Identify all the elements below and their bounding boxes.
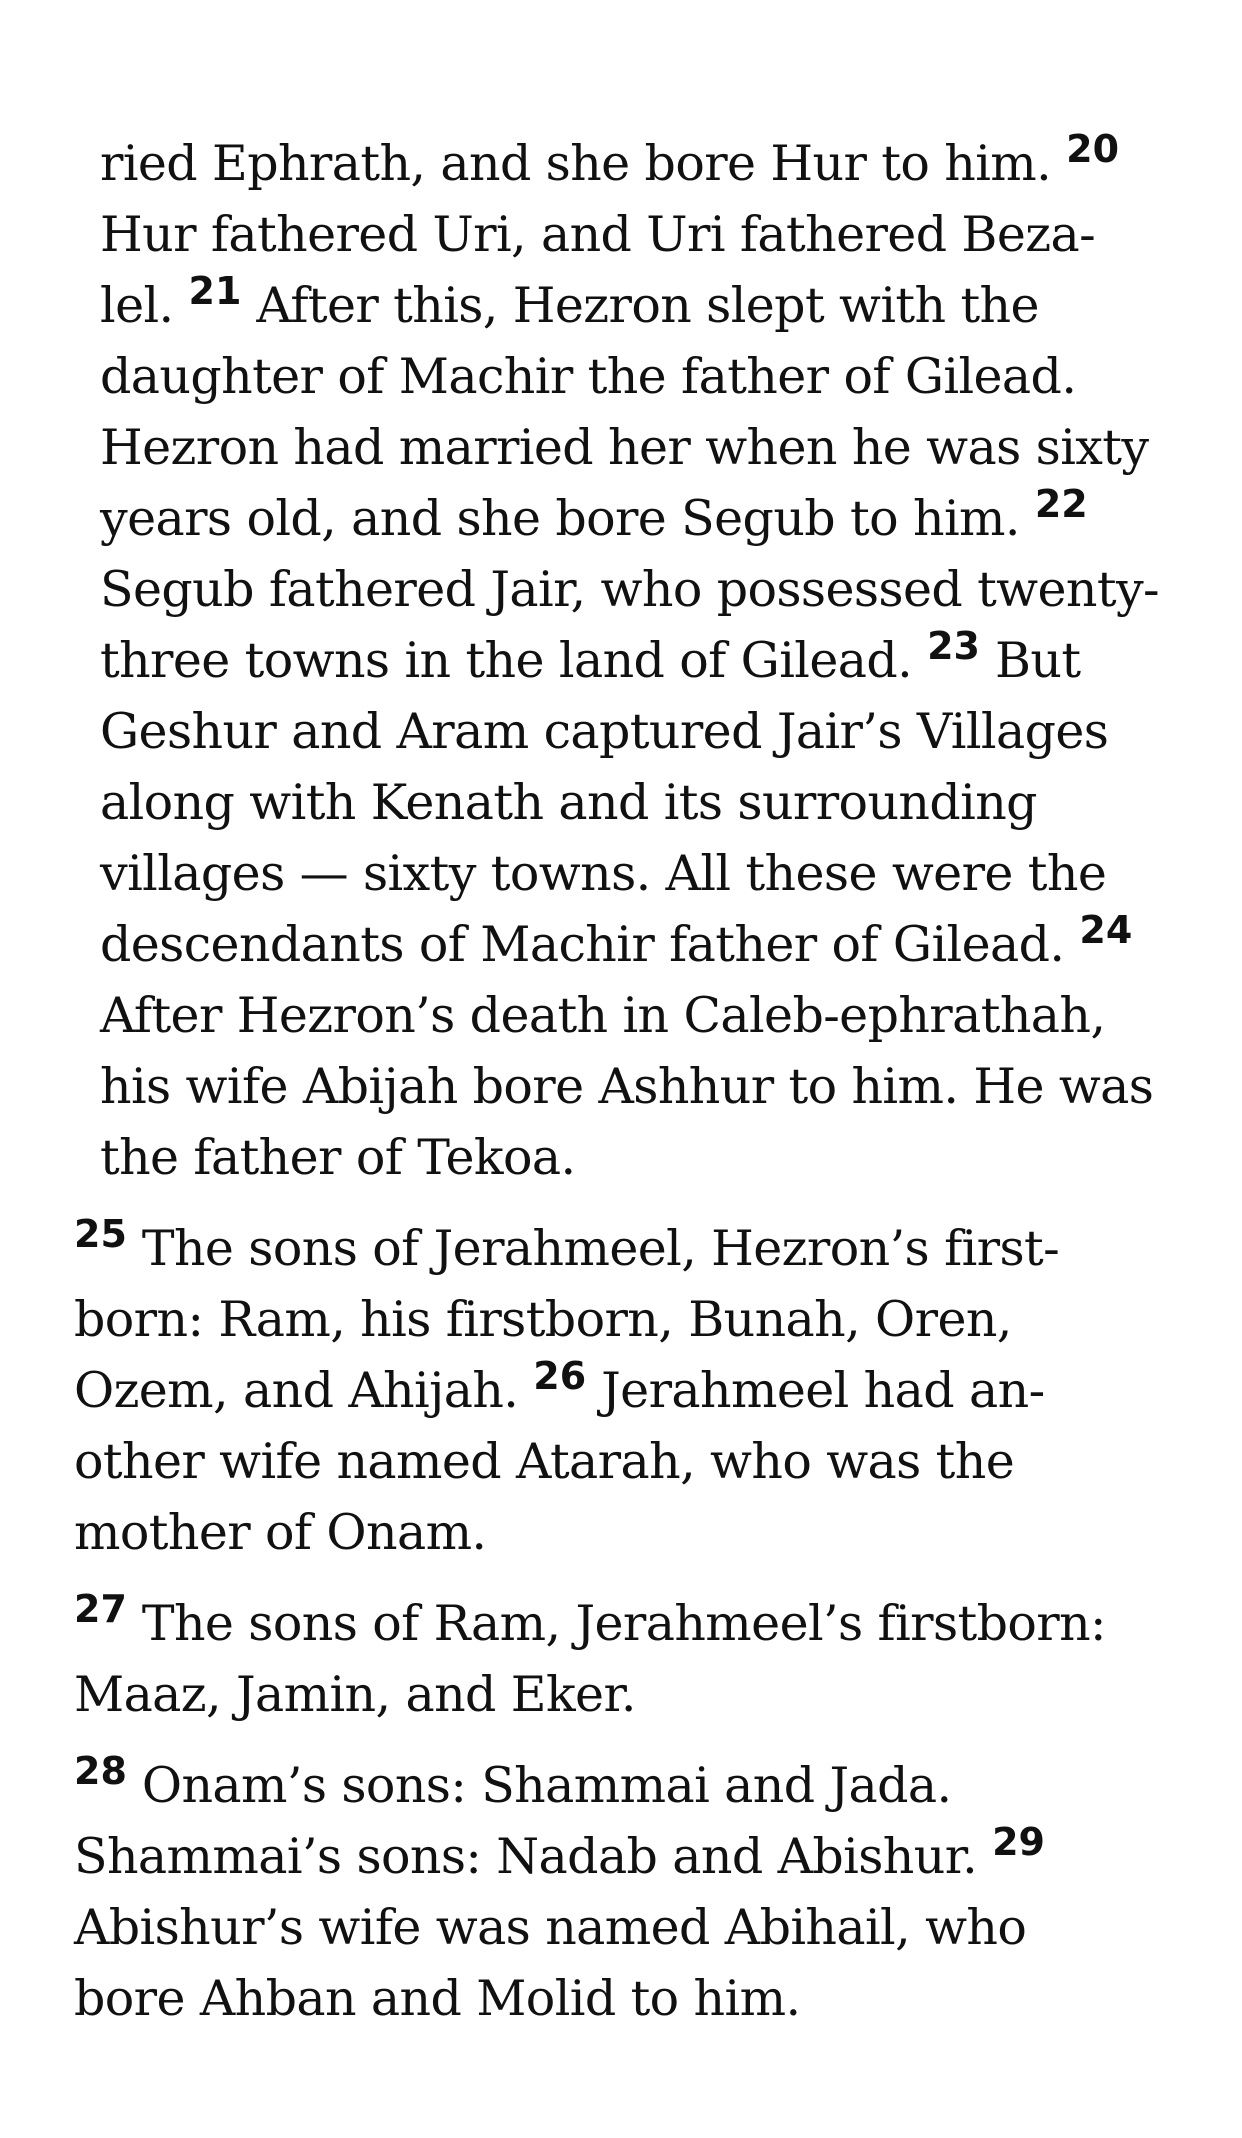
verse-number-25: 25: [74, 1212, 127, 1256]
text-line: [74, 1750, 951, 1825]
line-text: But: [994, 632, 1081, 689]
text-line: [100, 1122, 576, 1194]
text-line: [100, 270, 1039, 345]
line-text: Hur fathered Uri, and Uri fathered Beza-: [100, 206, 1096, 263]
line-text: his wife Abijah bore Ashhur to him. He was: [100, 1058, 1154, 1115]
text-line: [100, 199, 1095, 271]
line-text: Ozem, and Ahijah.: [74, 1362, 519, 1419]
line-text: Jerahmeel had an-: [601, 1362, 1045, 1419]
line-text: Hezron had married her when he was sixty: [100, 419, 1149, 476]
line-text: The sons of Ram, Jerahmeel’s firstborn:: [141, 1595, 1106, 1652]
line-text: years old, and she bore Segub to him.: [100, 490, 1020, 547]
verse-number-28: 28: [74, 1749, 127, 1793]
verse-number-22: 22: [1034, 482, 1088, 526]
text-line: [100, 1051, 1153, 1123]
text-line: [74, 1659, 636, 1731]
text-line: [74, 1588, 1106, 1663]
line-text: After Hezron’s death in Caleb-ephrathah,: [100, 987, 1106, 1044]
verse-number-20: 20: [1066, 127, 1120, 171]
line-text: Shammai’s sons: Nadab and Abishur.: [74, 1828, 978, 1885]
line-text: Geshur and Aram captured Jair’s Villages: [100, 703, 1109, 760]
text-line: [100, 980, 1105, 1052]
text-line: [74, 1426, 1014, 1498]
line-text: the father of Tekoa.: [100, 1129, 576, 1186]
line-text: After this, Hezron slept with the: [256, 277, 1039, 334]
line-text: daughter of Machir the father of Gilead.: [100, 348, 1077, 405]
text-line: [100, 767, 1037, 839]
line-text: other wife named Atarah, who was the: [74, 1433, 1015, 1490]
line-text: lel.: [100, 277, 174, 334]
text-line: [100, 341, 1076, 413]
line-text: Onam’s sons: Shammai and Jada.: [141, 1757, 952, 1814]
text-line: [100, 412, 1148, 484]
text-line: [74, 1821, 1045, 1896]
line-text: mother of Onam.: [74, 1504, 487, 1561]
line-text: Maaz, Jamin, and Eker.: [74, 1666, 636, 1723]
text-line: [100, 625, 1080, 700]
text-line: [100, 128, 1119, 203]
line-text: The sons of Jerahmeel, Hezron’s first-: [141, 1220, 1060, 1277]
text-line: [74, 1213, 1059, 1288]
text-line: [74, 1355, 1045, 1430]
line-text: three towns in the land of Gilead.: [100, 632, 913, 689]
text-line: [100, 554, 1159, 626]
verse-number-29: 29: [992, 1820, 1045, 1864]
text-line: [74, 1963, 800, 2035]
text-line: [74, 1497, 486, 1569]
text-line: [74, 1284, 1012, 1356]
line-text: born: Ram, his firstborn, Bunah, Oren,: [74, 1291, 1012, 1348]
verse-number-23: 23: [927, 624, 980, 668]
line-text: bore Ahban and Molid to him.: [74, 1970, 801, 2027]
verse-number-27: 27: [74, 1587, 127, 1631]
text-line: [100, 483, 1088, 558]
line-text: Abishur’s wife was named Abihail, who: [74, 1899, 1027, 1956]
verse-number-24: 24: [1079, 908, 1133, 952]
text-line: [100, 696, 1108, 768]
line-text: villages — sixty towns. All these were the: [100, 845, 1107, 902]
line-text: along with Kenath and its surrounding: [100, 774, 1037, 831]
text-line: [100, 909, 1132, 984]
line-text: ried Ephrath, and she bore Hur to him.: [100, 135, 1052, 192]
line-text: Segub fathered Jair, who possessed twenty-: [100, 561, 1159, 618]
line-text: descendants of Machir father of Gilead.: [100, 916, 1065, 973]
text-line: [100, 838, 1106, 910]
verse-number-21: 21: [188, 269, 242, 313]
verse-number-26: 26: [533, 1354, 587, 1398]
text-line: [74, 1892, 1026, 1964]
